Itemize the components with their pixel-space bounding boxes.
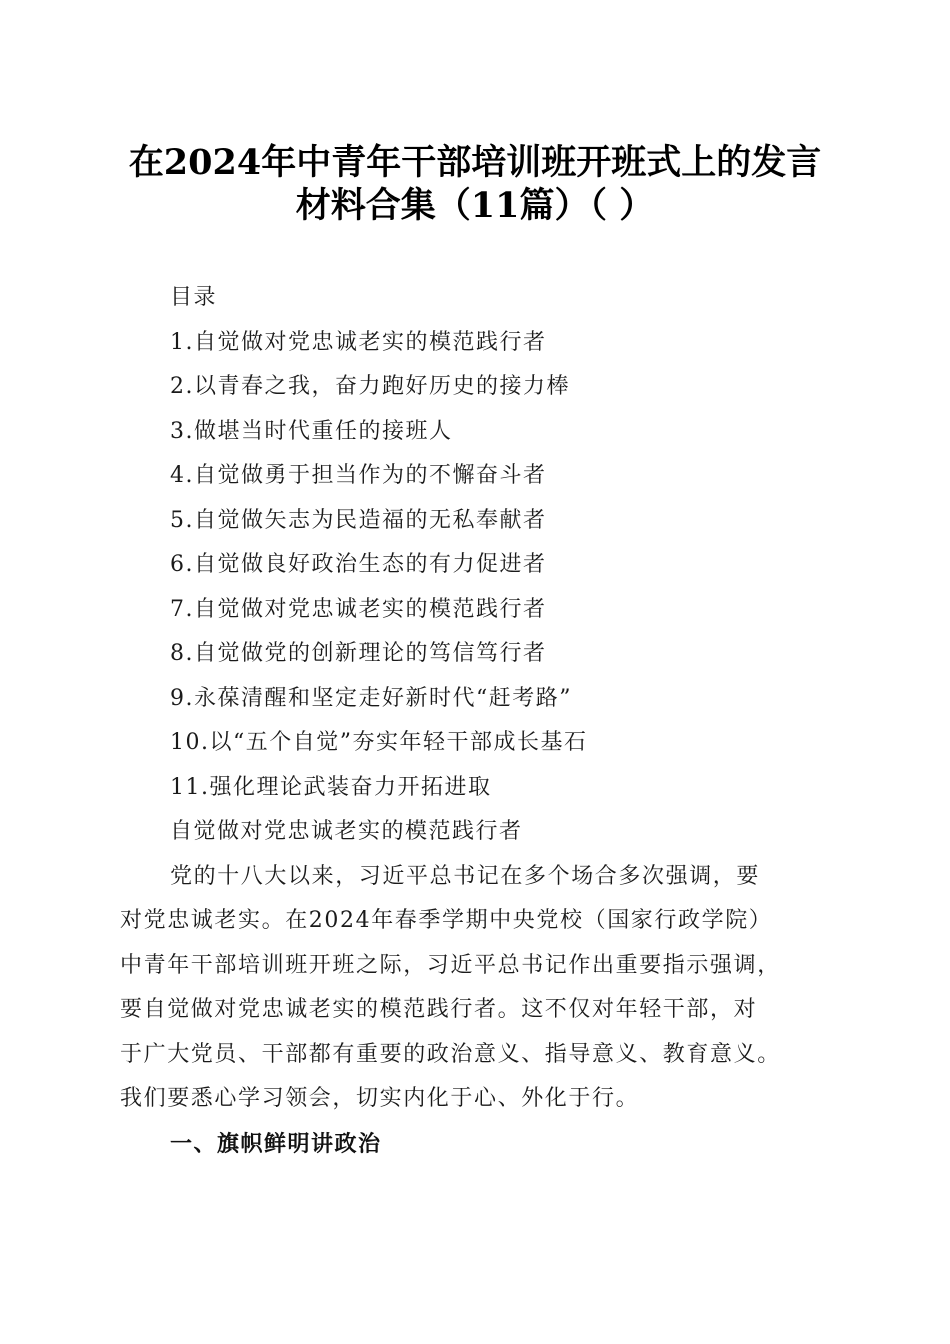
- toc-item: 3.做堪当时代重任的接班人: [170, 419, 453, 444]
- toc-item: 10.以“五个自觉”夯实年轻干部成长基石: [170, 730, 588, 755]
- toc-item: 9.永葆清醒和坚定走好新时代“赶考路”: [170, 686, 572, 711]
- paragraph-line: 党的十八大以来，习近平总书记在多个场合多次强调，要: [170, 864, 761, 889]
- toc-item: 6.自觉做良好政治生态的有力促进者: [170, 552, 547, 577]
- toc-item: 11.强化理论武装奋力开拓进取: [170, 775, 492, 800]
- document-title-line-1: 在2024年中青年干部培训班开班式上的发言: [128, 142, 822, 183]
- article-title: 自觉做对党忠诚老实的模范践行者: [170, 819, 523, 844]
- toc-item: 1.自觉做对党忠诚老实的模范践行者: [170, 330, 547, 355]
- toc-item: 8.自觉做党的创新理论的笃信笃行者: [170, 641, 547, 666]
- toc-heading: 目录: [170, 285, 218, 310]
- toc-item: 4.自觉做勇于担当作为的不懈奋斗者: [170, 463, 547, 488]
- paragraph-line: 于广大党员、干部都有重要的政治意义、指导意义、教育意义。: [120, 1042, 781, 1067]
- toc-item: 7.自觉做对党忠诚老实的模范践行者: [170, 597, 547, 622]
- toc-item: 5.自觉做矢志为民造福的无私奉献者: [170, 508, 547, 533]
- paragraph-line: 要自觉做对党忠诚老实的模范践行者。这不仅对年轻干部，对: [120, 997, 758, 1022]
- paragraph-line: 中青年干部培训班开班之际，习近平总书记作出重要指示强调，: [120, 953, 781, 978]
- document-title-line-2: 材料合集（11篇）（ ）: [295, 185, 655, 226]
- paragraph-line: 对党忠诚老实。在2024年春季学期中央党校（国家行政学院）: [120, 908, 773, 933]
- paragraph-line: 我们要悉心学习领会，切实内化于心、外化于行。: [120, 1086, 640, 1111]
- section-heading: 一、旗帜鲜明讲政治: [170, 1132, 382, 1157]
- toc-item: 2.以青春之我，奋力跑好历史的接力棒: [170, 374, 570, 399]
